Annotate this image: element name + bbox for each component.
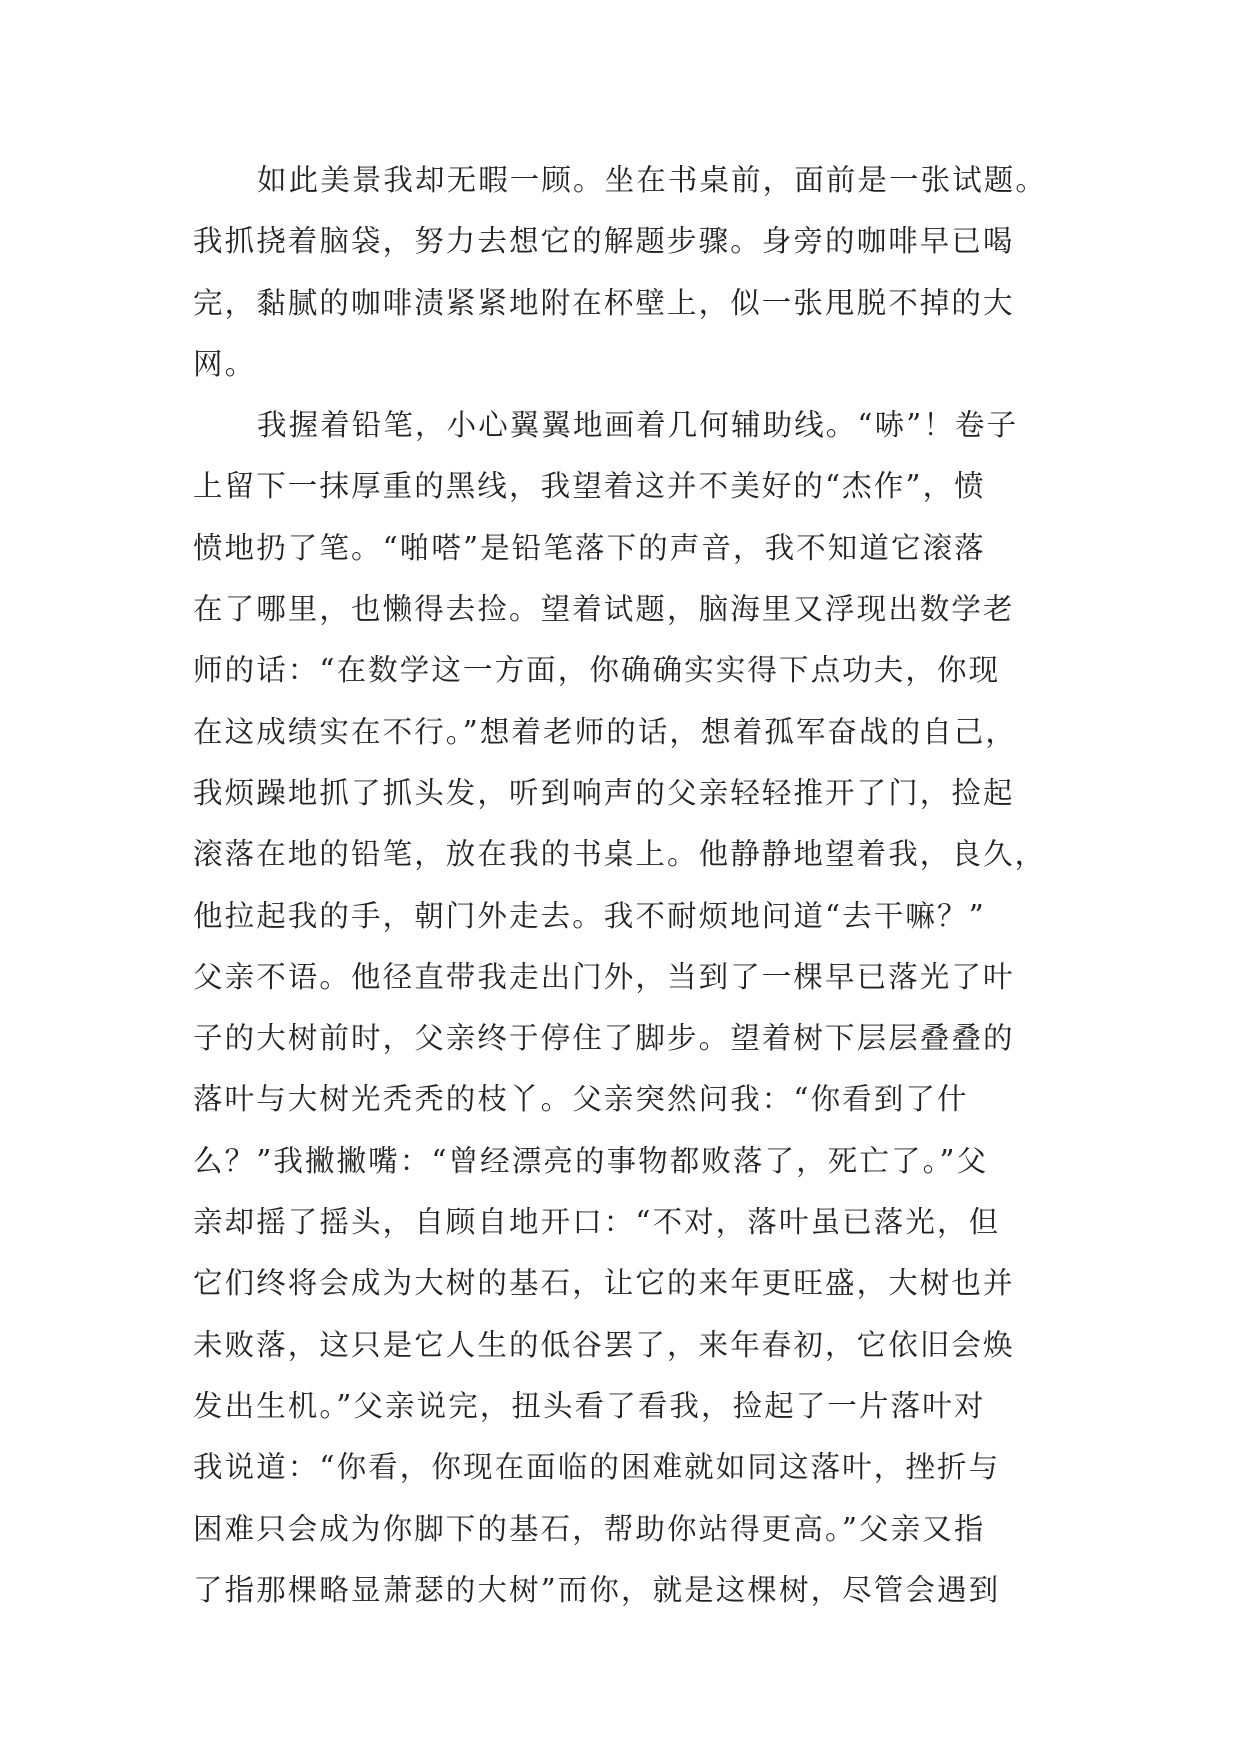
paragraph-2-line-1: 我握着铅笔，小心翼翼地画着几何辅助线。“哧”！卷子 [257, 408, 1019, 443]
paragraph-2-line-10: 父亲不语。他径直带我走出门外，当到了一棵早已落光了叶 [193, 959, 1015, 994]
paragraph-2-line-5: 师的话：“在数学这一方面，你确确实实得下点功夫，你现 [193, 653, 1001, 688]
paragraph-2-line-17: 发出生机。”父亲说完，扭头看了看我，捡起了一片落叶对 [193, 1388, 986, 1423]
paragraph-2-line-2: 上留下一抹厚重的黑线，我望着这并不美好的“杰作”，愤 [193, 469, 986, 504]
paragraph-2-line-15: 它们终将会成为大树的基石，让它的来年更旺盛，大树也并 [193, 1266, 1015, 1301]
paragraph-2-line-8: 滚落在地的铅笔，放在我的书桌上。他静静地望着我，良久， [193, 837, 1047, 872]
paragraph-2-line-13: 么？”我撇撇嘴：“曾经漂亮的事物都败落了，死亡了。”父 [193, 1143, 989, 1178]
paragraph-1-line-3: 完，黏腻的咖啡渍紧紧地附在杯壁上，似一张甩脱不掉的大 [193, 285, 1015, 320]
paragraph-2-line-18: 我说道：“你看，你现在面临的困难就如同这落叶，挫折与 [193, 1450, 1001, 1485]
paragraph-2-line-14: 亲却摇了摇头，自顾自地开口：“不对，落叶虽已落光，但 [193, 1205, 1001, 1240]
paragraph-2-line-3: 愤地扔了笔。“啪嗒”是铅笔落下的声音，我不知道它滚落 [193, 530, 986, 565]
paragraph-2-line-12: 落叶与大树光秃秃的枝丫。父亲突然问我：“你看到了什 [193, 1082, 969, 1117]
paragraph-1-line-2: 我抓挠着脑袋，努力去想它的解题步骤。身旁的咖啡早已喝 [193, 224, 1015, 259]
paragraph-2-line-4: 在了哪里，也懒得去捡。望着试题，脑海里又浮现出数学老 [193, 592, 1015, 627]
paragraph-2-line-11: 子的大树前时，父亲终于停住了脚步。望着树下层层叠叠的 [193, 1021, 1015, 1056]
paragraph-2-line-20: 了指那棵略显萧瑟的大树”而你，就是这棵树，尽管会遇到 [193, 1572, 1001, 1607]
paragraph-1-line-1: 如此美景我却无暇一顾。坐在书桌前，面前是一张试题。 [257, 163, 1048, 197]
paragraph-2-line-19: 困难只会成为你脚下的基石，帮助你站得更高。”父亲又指 [193, 1511, 986, 1546]
paragraph-2-line-9: 他拉起我的手，朝门外走去。我不耐烦地问道“去干嘛？” [193, 898, 986, 933]
body-text [193, 150, 1063, 1621]
paragraph-2-line-7: 我烦躁地抓了抓头发，听到响声的父亲轻轻推开了门，捡起 [193, 775, 1015, 810]
paragraph-1-line-4: 网。 [193, 346, 257, 381]
paragraph-2-line-16: 未败落，这只是它人生的低谷罢了，来年春初，它依旧会焕 [193, 1327, 1015, 1362]
paragraph-2-line-6: 在这成绩实在不行。”想着老师的话，想着孤军奋战的自己， [193, 714, 1018, 749]
